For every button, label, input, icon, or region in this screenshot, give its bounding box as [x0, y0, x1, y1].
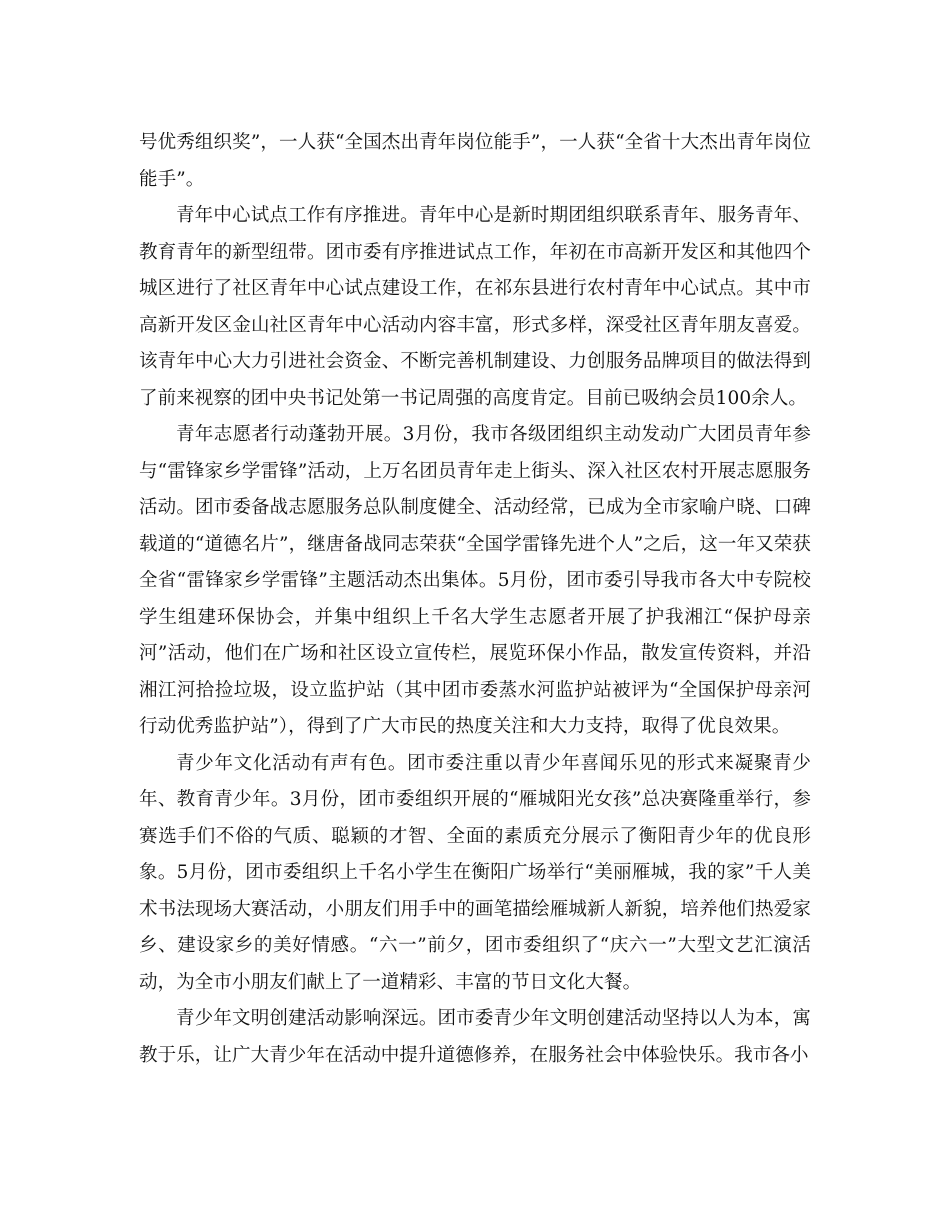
paragraph-2: 青年中心试点工作有序推进。青年中心是新时期团组织联系青年、服务青年、教育青年的新型纽带。团市委有序推进试点工作，年初在市高新开发区和其他四个城区进行了社区青年中心试点建设工作，在祁东县进行农村青年中心试点。其中市高新开发区金山社区青年中心活动内容丰富，形式多样，深受社区青年朋友喜爱。该青年中心大力引进社会资金、不断完善机制建设、力创服务品牌项目的做法得到了前来视察的团中央书记处第一书记周强的高度肯定。目前已吸纳会员100余人。 — [139, 205, 811, 409]
paragraph-3: 青年志愿者行动蓬勃开展。3月份，我市各级团组织主动发动广大团员青年参与“雷锋家乡学雷锋”活动，上万名团员青年走上街头、深入社区农村开展志愿服务活动。团市委备战志愿服务总队制度健全、活动经常，已成为全市家喻户晓、口碑载道的“道德名片”，继唐备战同志荣获“全国学雷锋先进个人”之后，这一年又荣获全省“雷锋家乡学雷锋”主题活动杰出集体。5月份，团市委引导我市各大中专院校学生组建环保协会，并集中组织上千名大学生志愿者开展了护我湘江“保护母亲河”活动，他们在广场和社区设立宣传栏，展览环保小作品，散发宣传资料，并沿湘江河拾捡垃圾，设立监护站（其中团市委蒸水河监护站被评为“全国保护母亲河行动优秀监护站”），得到了广大市民的热度关注和大力支持，取得了优良效果。 — [139, 424, 811, 737]
document-body — [139, 125, 811, 1074]
paragraph-5: 青少年文明创建活动影响深远。团市委青少年文明创建活动坚持以人为本，寓教于乐，让广大青少年在活动中提升道德修养，在服务社会中体验快乐。我市各小 — [139, 1008, 811, 1066]
paragraph-4: 青少年文化活动有声有色。团市委注重以青少年喜闻乐见的形式来凝聚青少年、教育青少年。3月份，团市委组织开展的“雁城阳光女孩”总决赛隆重举行，参赛选手们不俗的气质、聪颖的才智、全面的素质充分展示了衡阳青少年的优良形象。5月份，团市委组织上千名小学生在衡阳广场举行“美丽雁城，我的家”千人美术书法现场大赛活动，小朋友们用手中的画笔描绘雁城新人新貌，培养他们热爱家乡、建设家乡的美好情感。“六一”前夕，团市委组织了“庆六一”大型文艺汇演活动，为全市小朋友们献上了一道精彩、丰富的节日文化大餐。 — [139, 752, 811, 993]
paragraph-1: 号优秀组织奖”，一人获“全国杰出青年岗位能手”，一人获“全省十大杰出青年岗位能手”。 — [139, 132, 811, 190]
